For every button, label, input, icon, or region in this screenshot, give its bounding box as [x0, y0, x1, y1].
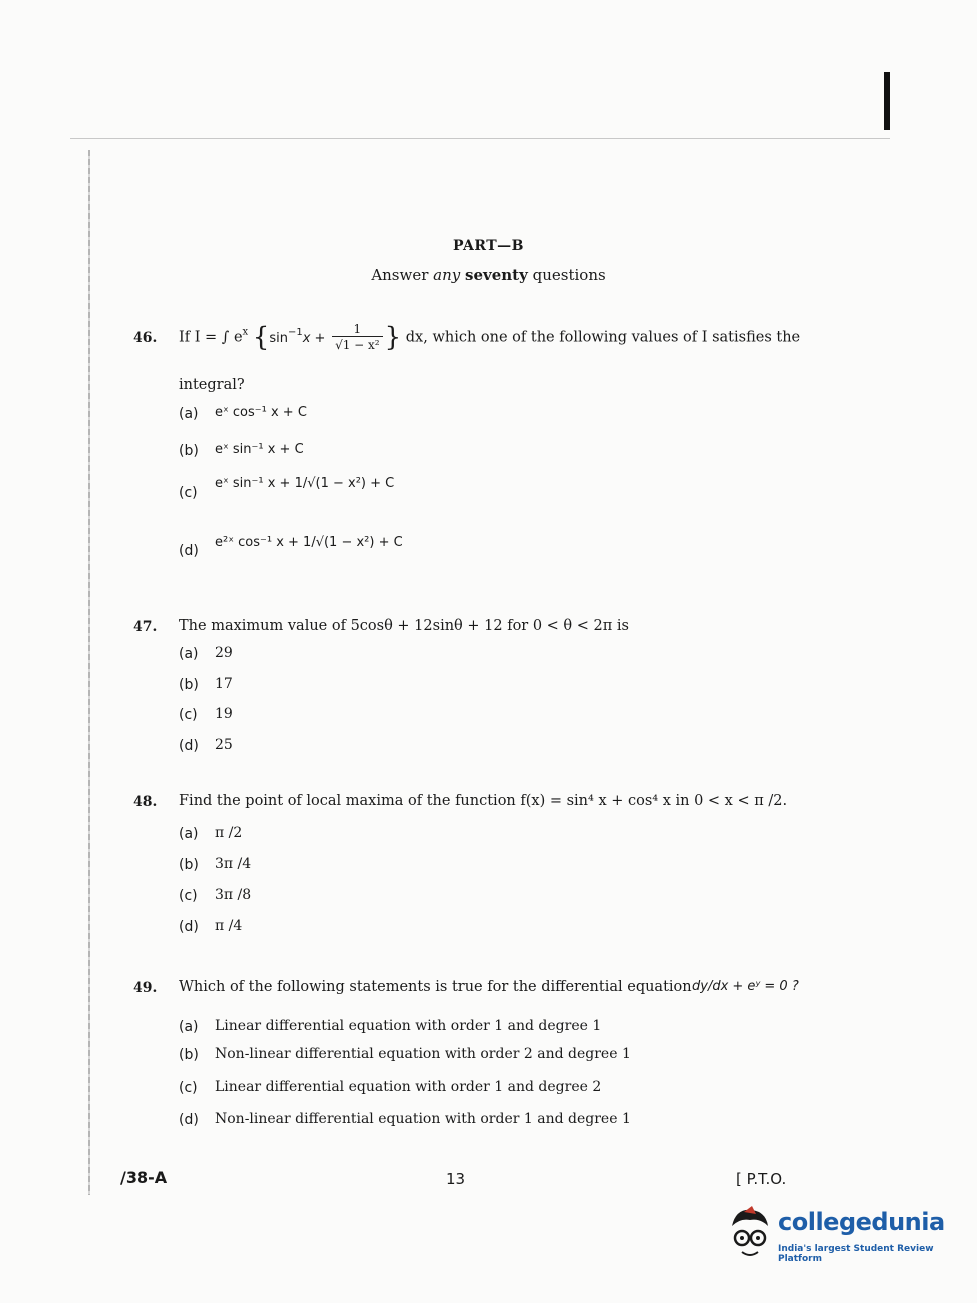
pto-marker: [ P.T.O.	[736, 1170, 787, 1188]
option-label: (d)	[179, 543, 199, 559]
binding-edge	[88, 150, 90, 1195]
option-value: 25	[215, 737, 233, 753]
option-value: eˣ cos⁻¹ x + C	[215, 405, 307, 420]
option-label: (b)	[179, 677, 199, 693]
question-text: The maximum value of 5cosθ + 12sinθ + 12 for 0 < θ < 2π is	[179, 618, 629, 634]
option-value: Linear differential equation with order 1 and degree 2	[215, 1079, 602, 1095]
question-text: If I = ∫ $e^x$ {$\sin^{-1}x$ + $\frac{1}{\text{√1 − x²}}$ } dx, which one of the following values of I satisfies the	[179, 322, 801, 353]
question-number: 47.	[133, 619, 158, 635]
option-value: Non-linear differential equation with order 2 and degree 1	[215, 1046, 631, 1062]
option-label: (a)	[179, 646, 199, 662]
part-heading: PART—B	[452, 238, 524, 254]
option-value: Non-linear differential equation with order 1 and degree 1	[215, 1111, 631, 1127]
paper-code: /38-A	[120, 1168, 168, 1187]
option-value: Linear differential equation with order 1 and degree 1	[215, 1018, 602, 1034]
option-label: (a)	[179, 406, 199, 422]
option-value: 3π /8	[215, 887, 252, 903]
option-value: 19	[215, 706, 233, 722]
page-number: 13	[446, 1170, 466, 1188]
question-text: Which of the following statements is true for the differential equation	[179, 979, 692, 995]
option-label: (d)	[179, 1112, 199, 1128]
logo-wordmark: collegedunia	[778, 1208, 945, 1236]
header-rule	[70, 138, 890, 139]
question-number: 46.	[133, 330, 158, 346]
collegedunia-logo	[722, 1204, 952, 1264]
option-label: (a)	[179, 826, 199, 842]
option-label: (d)	[179, 919, 199, 935]
option-label: (c)	[179, 707, 198, 723]
option-label: (c)	[179, 1080, 198, 1096]
option-value: π /4	[215, 918, 243, 934]
option-value: 17	[215, 676, 233, 692]
option-value: e²ˣ cos⁻¹ x + 1/√(1 − x²) + C	[215, 535, 403, 550]
option-label: (b)	[179, 443, 199, 459]
question-text: Find the point of local maxima of the function f(x) = sin⁴ x + cos⁴ x in 0 < x < π /2.	[179, 793, 788, 809]
option-label: (c)	[179, 485, 198, 501]
option-value: eˣ sin⁻¹ x + C	[215, 442, 304, 457]
mascot-icon	[722, 1204, 776, 1260]
question-number: 49.	[133, 980, 158, 996]
option-value: π /2	[215, 825, 243, 841]
option-label: (c)	[179, 888, 198, 904]
question-text-cont: integral?	[179, 377, 245, 393]
corner-mark	[884, 72, 890, 130]
option-label: (b)	[179, 1047, 199, 1063]
option-value: 3π /4	[215, 856, 252, 872]
option-label: (b)	[179, 857, 199, 873]
question-equation: dy/dx + eʸ = 0 ?	[692, 979, 799, 994]
logo-tagline: India's largest Student Review Platform	[778, 1244, 934, 1264]
instruction: Answer any seventy questions	[371, 266, 606, 284]
option-label: (a)	[179, 1019, 199, 1035]
option-value: 29	[215, 645, 233, 661]
option-label: (d)	[179, 738, 199, 754]
option-value: eˣ sin⁻¹ x + 1/√(1 − x²) + C	[215, 476, 395, 491]
question-number: 48.	[133, 794, 158, 810]
